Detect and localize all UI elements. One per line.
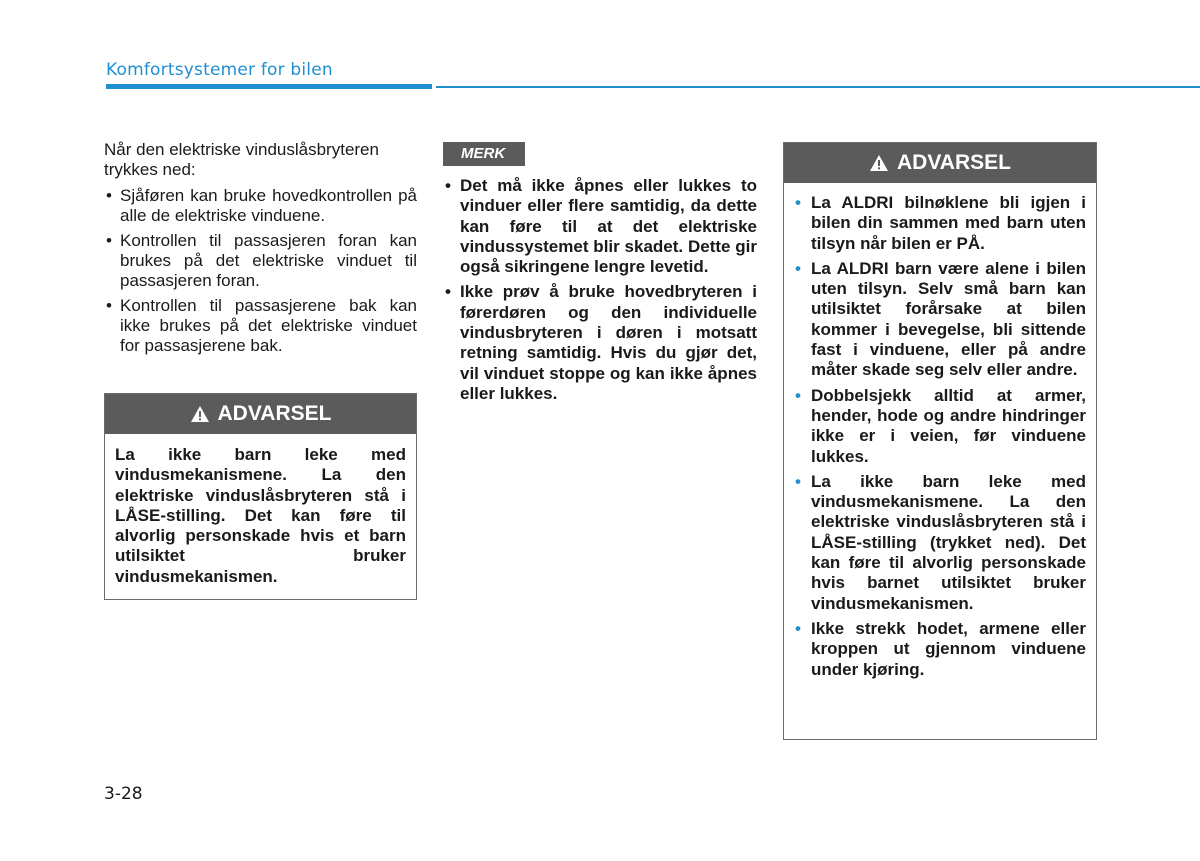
warning-triangle-icon [869, 154, 889, 172]
warning-title: ADVARSEL [217, 402, 332, 425]
list-item: • Det må ikke åpnes eller lukkes to vinduer eller flere samtidig, da dette kan føre til at det elektriske vindussystemet blir skadet. Dette gir også sikringene lengre levetid. [443, 176, 757, 277]
warning-body [784, 183, 1096, 697]
warning-title: ADVARSEL [897, 151, 1011, 174]
list-item: • La ikke barn leke med vindusmekanismene. La den elektriske vinduslåsbryteren stå i LÅSE-stilling (trykket ned). Det kan føre til alvorlig personskade hvis barnet utilsiktet bruker vindusmekanismen. [794, 472, 1086, 614]
window-lock-bullet-list [104, 186, 417, 356]
note-bullet-list [443, 176, 757, 404]
warning-box-header [105, 394, 416, 434]
column-left [104, 140, 417, 361]
warning-triangle-icon [190, 405, 210, 423]
list-item: • Sjåføren kan bruke hovedkontrollen på alle de elektriske vinduene. [104, 186, 417, 226]
section-header-title: Komfortsystemer for bilen [106, 60, 333, 80]
column-right [783, 142, 1097, 740]
warning-box-header [784, 143, 1096, 183]
list-item: • La ALDRI bilnøklene bli igjen i bilen din sammen med barn uten tilsyn når bilen er PÅ. [794, 193, 1086, 254]
column-middle [443, 142, 757, 409]
intro-paragraph: Når den elektriske vinduslåsbryteren trykkes ned: [104, 140, 379, 179]
note-label: MERK [443, 142, 525, 166]
page-number: 3-28 [104, 784, 143, 804]
list-item: • Kontrollen til passasjeren foran kan brukes på det elektriske vinduet til passasjeren foran. [104, 231, 417, 291]
list-item: • La ALDRI barn være alene i bilen uten tilsyn. Selv små barn kan utilsiktet forårsake at bilen kommer i bevegelse, bli sittende fast i vinduene, eller på andre måter skade seg selv eller andre. [794, 259, 1086, 381]
warning-text: La ikke barn leke med vindusmekanismene. La den elektriske vinduslåsbryteren stå i LÅSE-stilling. Det kan føre til alvorlig personskade hvis et barn utilsiktet bruker vindusmekanismen. [115, 445, 406, 586]
warning-bullet-list [794, 193, 1086, 680]
header-accent-bar [106, 84, 432, 89]
header-rule [436, 86, 1200, 88]
warning-box-right [783, 142, 1097, 740]
list-item: • Dobbelsjekk alltid at armer, hender, hode og andre hindringer ikke er i veien, før vinduene lukkes. [794, 386, 1086, 467]
list-item: • Ikke prøv å bruke hovedbryteren i førerdøren og den individuelle vindusbryteren i døren i motsatt retning samtidig. Hvis du gjør det, vil vinduet stoppe og kan ikke åpnes eller lukkes. [443, 282, 757, 404]
list-item: • Kontrollen til passasjerene bak kan ikke brukes på det elektriske vinduet for passasjerene bak. [104, 296, 417, 356]
warning-box-left [104, 393, 417, 600]
list-item: • Ikke strekk hodet, armene eller kroppen ut gjennom vinduene under kjøring. [794, 619, 1086, 680]
